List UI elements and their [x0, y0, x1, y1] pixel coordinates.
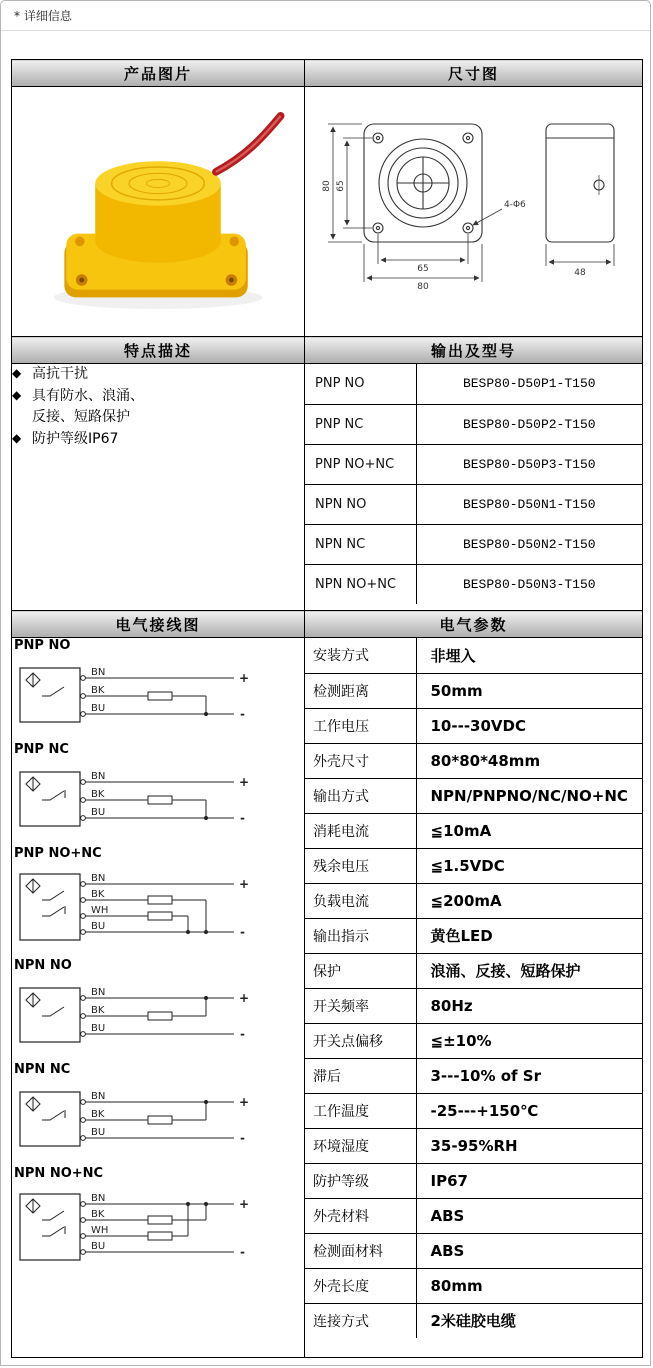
proximity-sensor-icon	[26, 993, 40, 1007]
wire-label: BU	[91, 1241, 106, 1252]
model-type: PNP NC	[305, 404, 416, 444]
param-row	[305, 743, 642, 778]
switch-contact-icon	[42, 1211, 64, 1220]
param-value: 80Hz	[416, 988, 642, 1023]
wiring-diagram	[12, 638, 304, 738]
param-value: ≦10mA	[416, 813, 642, 848]
models-table	[305, 364, 642, 604]
wiring-svg	[12, 758, 262, 838]
load-resistor-icon	[148, 1012, 172, 1020]
wiring-title: PNP NO	[14, 638, 71, 653]
sensor-box	[20, 1092, 80, 1146]
wiring-title: PNP NO+NC	[14, 846, 102, 861]
wiring-diagram	[12, 958, 304, 1058]
param-value: ABS	[416, 1198, 642, 1233]
model-type: NPN NC	[305, 524, 416, 564]
model-number: BESP80-D50P2-T150	[416, 404, 642, 444]
wire-label: BK	[91, 1005, 105, 1016]
param-value: 50mm	[416, 673, 642, 708]
terminal-icon	[81, 712, 86, 717]
param-row	[305, 1198, 642, 1233]
param-name: 滞后	[305, 1058, 416, 1093]
param-name: 安装方式	[305, 638, 416, 673]
param-value: 2米硅胶电缆	[430, 1312, 516, 1331]
terminal-icon	[81, 914, 86, 919]
param-row	[305, 778, 642, 813]
feature-item	[12, 364, 304, 384]
wiring-diagram	[12, 742, 304, 842]
param-name: 保护	[305, 953, 416, 988]
minus-label: -	[240, 811, 245, 825]
param-row	[305, 673, 642, 708]
dimension-drawing	[306, 90, 642, 330]
param-name: 开关频率	[305, 988, 416, 1023]
param-name: 工作温度	[305, 1093, 416, 1128]
param-value: IP67	[416, 1163, 642, 1198]
switch-contact-icon	[42, 1111, 64, 1120]
wire-label: BU	[91, 703, 106, 714]
param-name: 外壳材料	[305, 1198, 416, 1233]
wire-label: BU	[91, 807, 106, 818]
wire-label: BN	[91, 667, 106, 678]
feature-item	[12, 429, 304, 449]
terminal-icon	[81, 798, 86, 803]
spec-table	[11, 59, 643, 1358]
sensor-cable	[216, 115, 281, 171]
switch-contact-icon	[42, 1227, 64, 1236]
wiring-cell	[12, 638, 305, 1358]
param-name: 开关点偏移	[305, 1023, 416, 1058]
wire-label: BK	[91, 1209, 105, 1220]
param-row	[305, 1268, 642, 1303]
plus-label: +	[239, 1095, 250, 1109]
features-cell	[12, 364, 305, 611]
wire-label: WH	[91, 1225, 109, 1236]
terminal-icon	[81, 780, 86, 785]
sensor-box	[20, 772, 80, 826]
side-view	[546, 124, 614, 242]
plus-label: +	[239, 877, 250, 891]
param-name: 外壳尺寸	[305, 743, 416, 778]
wire-label: BN	[91, 771, 106, 782]
dimension-lines	[328, 124, 502, 282]
load-resistor-icon	[148, 896, 172, 904]
param-row	[305, 1093, 642, 1128]
wire-label: BN	[91, 1091, 106, 1102]
dim-height-inner: 65	[335, 179, 346, 192]
minus-label: -	[240, 707, 245, 721]
model-row	[305, 364, 642, 404]
param-value: 非埋入	[416, 638, 642, 673]
wiring-diagram	[12, 1062, 304, 1162]
param-row	[305, 1058, 642, 1093]
terminal-icon	[81, 1218, 86, 1223]
feature-text: 具有防水、浪涌、反接、短路保护	[32, 388, 144, 425]
minus-label: -	[240, 1245, 245, 1259]
model-type: NPN NO+NC	[305, 564, 416, 604]
param-name: 检测面材料	[305, 1233, 416, 1268]
model-row	[305, 524, 642, 564]
proximity-sensor-icon	[26, 673, 40, 687]
bullet-icon: ◆	[12, 388, 22, 403]
model-number: BESP80-D50P1-T150	[416, 364, 642, 404]
switch-contact-icon	[42, 891, 64, 900]
model-number: BESP80-D50N2-T150	[416, 524, 642, 564]
param-value: ≦±10%	[416, 1023, 642, 1058]
params-cell	[305, 638, 643, 1358]
wiring-diagram	[12, 1166, 304, 1274]
wiring-title: PNP NC	[14, 742, 69, 757]
param-name: 外壳长度	[305, 1268, 416, 1303]
dim-side-width: 48	[573, 267, 586, 278]
wire-label: BK	[91, 889, 105, 900]
param-row	[305, 813, 642, 848]
param-value: 浪涌、反接、短路保护	[416, 953, 642, 988]
param-row	[305, 1023, 642, 1058]
header-product-image: 产品图片	[12, 60, 305, 87]
product-image-cell	[12, 87, 305, 337]
plus-label: +	[239, 1197, 250, 1211]
param-row	[305, 988, 642, 1023]
load-resistor-icon	[148, 1116, 172, 1124]
model-row	[305, 484, 642, 524]
load-resistor-icon	[148, 912, 172, 920]
models-cell	[305, 364, 643, 611]
product-photo	[18, 96, 298, 324]
load-resistor-icon	[148, 1232, 172, 1240]
dim-width-inner: 65	[416, 263, 429, 274]
terminal-icon	[81, 1136, 86, 1141]
proximity-sensor-icon	[26, 777, 40, 791]
switch-contact-icon	[42, 907, 64, 916]
param-name: 残余电压	[305, 848, 416, 883]
header-output-models: 输出及型号	[305, 337, 643, 364]
wire-label: BK	[91, 1109, 105, 1120]
terminal-icon	[81, 1250, 86, 1255]
proximity-sensor-icon	[26, 1199, 40, 1213]
wiring-title: NPN NO	[14, 958, 72, 973]
wiring-title: NPN NC	[14, 1062, 71, 1077]
wiring-svg	[12, 1078, 262, 1158]
wire-label: BN	[91, 873, 106, 884]
terminal-icon	[81, 1100, 86, 1105]
param-name: 防护等级	[305, 1163, 416, 1198]
bullet-icon: ◆	[12, 366, 22, 380]
param-name: 输出指示	[305, 918, 416, 953]
model-type: PNP NO+NC	[305, 444, 416, 484]
model-type: NPN NO	[305, 484, 416, 524]
terminal-icon	[81, 1234, 86, 1239]
param-row	[305, 918, 642, 953]
model-row	[305, 444, 642, 484]
terminal-icon	[81, 930, 86, 935]
feature-item	[12, 386, 304, 427]
param-name: 工作电压	[305, 708, 416, 743]
minus-label: -	[240, 1131, 245, 1145]
wire-label: BN	[91, 987, 106, 998]
minus-label: -	[240, 925, 245, 939]
model-number: BESP80-D50P3-T150	[416, 444, 642, 484]
terminal-icon	[81, 676, 86, 681]
dimension-cell	[305, 87, 643, 337]
plus-label: +	[239, 775, 250, 789]
param-row	[305, 1233, 642, 1268]
wiring-svg	[12, 974, 262, 1054]
param-row	[305, 1303, 642, 1338]
param-row	[305, 638, 642, 673]
wire-label: BN	[91, 1193, 106, 1204]
wiring-svg	[12, 654, 262, 734]
param-row	[305, 883, 642, 918]
feature-text: 高抗干扰	[32, 366, 88, 382]
param-row	[305, 953, 642, 988]
terminal-icon	[81, 996, 86, 1001]
param-value: 3---10% of Sr	[416, 1058, 642, 1093]
plus-label: +	[239, 991, 250, 1005]
front-view	[364, 124, 482, 242]
model-type: PNP NO	[305, 364, 416, 404]
plus-label: +	[239, 671, 250, 685]
load-resistor-icon	[148, 692, 172, 700]
param-name: 负载电流	[305, 883, 416, 918]
param-value: NPN/PNPNO/NC/NO+NC	[416, 778, 642, 813]
wire-label: BK	[91, 789, 105, 800]
switch-contact-icon	[42, 791, 64, 800]
feature-text: 防护等级IP67	[32, 430, 119, 447]
param-name: 输出方式	[305, 778, 416, 813]
header-features: 特点描述	[12, 337, 305, 364]
terminal-icon	[81, 1032, 86, 1037]
header-params: 电气参数	[305, 611, 643, 638]
wire-label: BU	[91, 921, 106, 932]
minus-label: -	[240, 1027, 245, 1041]
bullet-icon: ◆	[12, 430, 22, 445]
param-value: ≦1.5VDC	[416, 848, 642, 883]
wiring-diagram	[12, 846, 304, 954]
model-number: BESP80-D50N3-T150	[462, 576, 596, 592]
wire-label: BK	[91, 685, 105, 696]
wiring-title: NPN NO+NC	[14, 1166, 104, 1181]
param-value: -25---+150℃	[416, 1093, 642, 1128]
param-name: 环境湿度	[305, 1128, 416, 1163]
terminal-icon	[81, 1202, 86, 1207]
params-table	[305, 638, 642, 1338]
model-row	[305, 404, 642, 444]
dim-holes: 4-Φ6	[503, 199, 526, 210]
param-row	[305, 1163, 642, 1198]
load-resistor-icon	[148, 1216, 172, 1224]
model-row	[305, 564, 642, 604]
param-value: ABS	[416, 1233, 642, 1268]
param-name: 连接方式	[305, 1303, 416, 1338]
param-row	[305, 848, 642, 883]
dim-width-outer: 80	[416, 281, 429, 292]
param-name: 消耗电流	[305, 813, 416, 848]
param-value: 10---30VDC	[416, 708, 642, 743]
sensor-box	[20, 668, 80, 722]
wire-label: BU	[91, 1127, 106, 1138]
terminal-icon	[81, 694, 86, 699]
proximity-sensor-icon	[26, 879, 40, 893]
wire-label: BU	[91, 1023, 106, 1034]
wiring-svg	[12, 862, 262, 950]
wiring-diagrams	[12, 638, 304, 1274]
param-value: 黄色LED	[416, 918, 642, 953]
terminal-icon	[81, 882, 86, 887]
terminal-icon	[81, 898, 86, 903]
wiring-svg	[12, 1182, 262, 1270]
detail-note: * 详细信息	[1, 1, 650, 31]
terminal-icon	[81, 816, 86, 821]
param-row	[305, 1128, 642, 1163]
sensor-box	[20, 1194, 80, 1260]
model-number: BESP80-D50N1-T150	[416, 484, 642, 524]
param-value: 35-95%RH	[416, 1128, 642, 1163]
sensor-box	[20, 874, 80, 940]
param-value: 80mm	[416, 1268, 642, 1303]
terminal-icon	[81, 1118, 86, 1123]
terminal-icon	[81, 1014, 86, 1019]
switch-contact-icon	[42, 687, 64, 696]
header-dimensions: 尺寸图	[305, 60, 643, 87]
sensor-box	[20, 988, 80, 1042]
header-wiring: 电气接线图	[12, 611, 305, 638]
load-resistor-icon	[148, 796, 172, 804]
switch-contact-icon	[42, 1007, 64, 1016]
param-value: ≦200mA	[416, 883, 642, 918]
param-row	[305, 708, 642, 743]
wire-label: WH	[91, 905, 109, 916]
param-name: 检测距离	[305, 673, 416, 708]
param-value: 80*80*48mm	[416, 743, 642, 778]
proximity-sensor-icon	[26, 1097, 40, 1111]
dim-height-outer: 80	[321, 179, 332, 192]
